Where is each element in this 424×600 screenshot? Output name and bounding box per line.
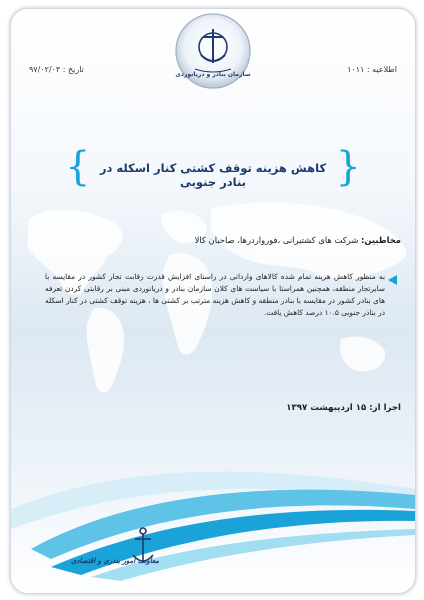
addressees-value: شرکت های کشتیرانی ،فورواردرها، صاحبان کالا xyxy=(194,235,362,245)
logo-text: سازمان بنادر و دریانوردی xyxy=(175,71,251,78)
notice-page xyxy=(10,8,416,594)
ports-organization-logo xyxy=(173,11,253,91)
left-brace: { xyxy=(65,144,91,190)
bullet-triangle-icon xyxy=(388,275,397,285)
addressees-label: مخاطبین: xyxy=(361,235,401,245)
addressees-line xyxy=(195,235,401,245)
footer-logo-text: معاونت امور بندری و اقتصادی xyxy=(70,557,160,565)
notice-number: اطلاعیه : ۱۰۱۱ xyxy=(347,65,397,74)
footer-anchor-logo xyxy=(51,523,201,579)
title-block xyxy=(11,144,415,191)
notice-body: به منظور کاهش هزینه تمام شده کالاهای وارداتی در راستای افزایش قدرت رقابت تجار کشور در مقایسه با سایرتجار منطقه، همچنین همراستا با سیاست های کلان سازمان بنادر و دریانوردی مبنی بر رقابتی کردن تعرفه های بنادر کشور در مقایسه با بنادر منطقه و کاهش هزینه مترتب بر کشتی ها ، هزینه توقف کشتی در کنار اسکله در بنادر جنوبی ۱۰.۵ درصد کاهش یافت. xyxy=(45,272,385,317)
notice-title: کاهش هزینه توقف کشتی کنار اسکله در بنادر جنوبی xyxy=(99,161,327,189)
notice-date: تاریخ : ۹۷/۰۲/۰۳ xyxy=(29,65,84,74)
effective-date: اجرا از: ۱۵ اردیبهشت ۱۳۹۷ xyxy=(286,403,401,413)
right-brace: } xyxy=(335,144,361,190)
